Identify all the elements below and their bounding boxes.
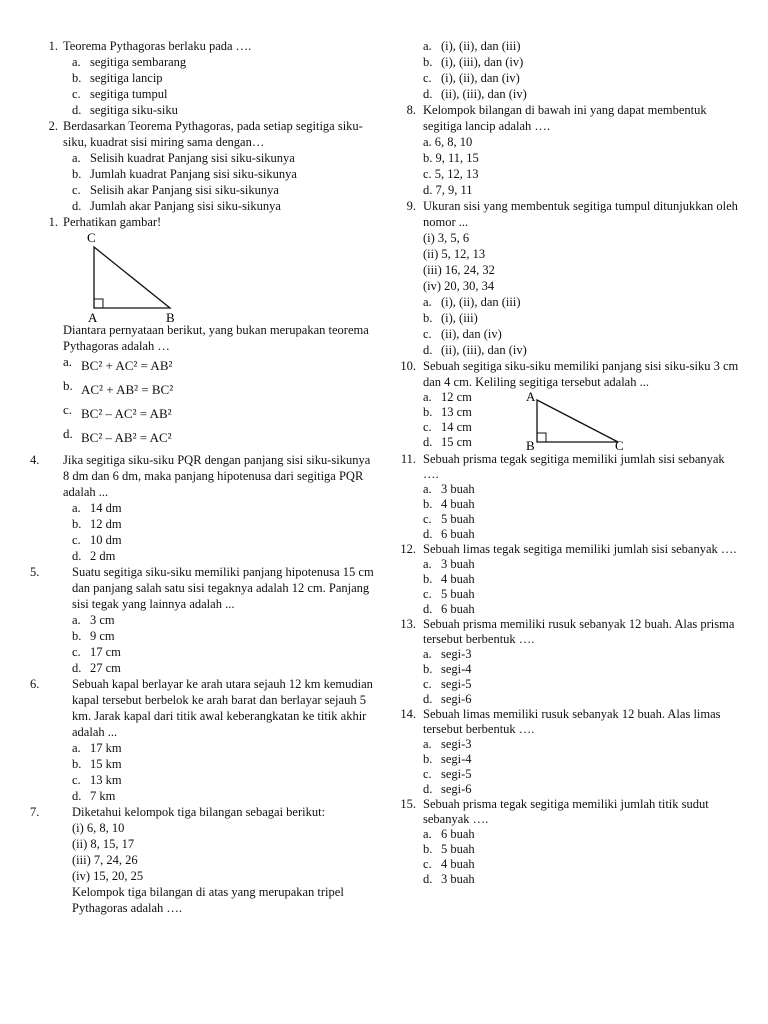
- answer-option: c. segi-5: [423, 677, 472, 691]
- answer-option: b. segitiga lancip: [72, 71, 163, 85]
- question-text: Sebuah segitiga siku-siku memiliki panjang sisi siku-siku 3 cm dan 4 cm. Keliling segitiga tersebut adalah ...: [423, 359, 739, 389]
- question-number: 1.: [48, 39, 58, 53]
- answer-option: b. 9 cm: [72, 629, 115, 643]
- number-group-item: (i) 6, 8, 10: [72, 821, 125, 835]
- answer-option: a. segi-3: [423, 737, 472, 751]
- question-number: 6.: [30, 677, 40, 691]
- question-6: [30, 676, 375, 740]
- answer-option: a. 3 buah: [423, 557, 475, 571]
- question-14: [398, 707, 743, 737]
- question-number: 7.: [30, 805, 40, 819]
- answer-options: [63, 354, 375, 450]
- answer-options: [423, 134, 743, 198]
- answer-options: [423, 294, 743, 358]
- question-text: Ukuran sisi yang membentuk segitiga tumpul ditunjukkan oleh nomor ...: [423, 199, 738, 229]
- question-text: Sebuah prisma memiliki rusuk sebanyak 12 buah. Alas prisma tersebut berbentuk ….: [423, 617, 735, 646]
- answer-option: c. 14 cm: [423, 420, 472, 434]
- answer-option: a. 6, 8, 10: [423, 135, 473, 149]
- question-text: Sebuah kapal berlayar ke arah utara sejauh 12 km kemudian kapal tersebut berbelok ke arah barat dan berlayar sejauh 5 km. Jarak kapal dari titik awal keberangkatan ke titik akhir adalah ...: [72, 677, 373, 739]
- number-group-item: (i) 3, 5, 6: [423, 231, 470, 245]
- answer-option: c. BC² – AC² = AB²: [63, 402, 172, 421]
- answer-option: c. segitiga tumpul: [72, 87, 168, 101]
- question-10: [398, 358, 743, 390]
- answer-option: d. segi-6: [423, 692, 472, 706]
- question-text: Sebuah limas tegak segitiga memiliki jumlah sisi sebanyak ….: [423, 542, 737, 556]
- question-number: 8.: [406, 103, 416, 117]
- answer-option: a. (i), (ii), dan (iii): [423, 295, 521, 309]
- answer-option: b. (i), (iii): [423, 311, 478, 325]
- question-number: 12.: [400, 542, 416, 556]
- answer-option: a. segitiga sembarang: [72, 55, 187, 69]
- answer-option: c. 4 buah: [423, 857, 475, 871]
- answer-options: [423, 557, 743, 617]
- question-9: [398, 198, 743, 230]
- answer-option: b. 4 buah: [423, 572, 475, 586]
- number-group-list: [423, 230, 743, 294]
- question-1: [30, 38, 375, 54]
- answer-option: d. 15 cm: [423, 435, 472, 449]
- answer-option: d. segitiga siku-siku: [72, 103, 178, 117]
- number-group-list: [72, 820, 375, 884]
- number-group-item: (iii) 16, 24, 32: [423, 263, 495, 277]
- answer-option: a. 3 cm: [72, 613, 115, 627]
- question-number: 10.: [400, 359, 416, 373]
- answer-option: a. segi-3: [423, 647, 472, 661]
- question-text: Diketahui kelompok tiga bilangan sebagai berikut:: [72, 805, 326, 819]
- question-text: Suatu segitiga siku-siku memiliki panjang hipotenusa 15 cm dan panjang salah satu sisi tegaknya adalah 12 cm. Panjang sisi tegak yang lainnya adalah ...: [72, 565, 374, 611]
- answer-option: c. 5, 12, 13: [423, 167, 479, 181]
- answer-option: a. Selisih kuadrat Panjang sisi siku-sikunya: [72, 151, 295, 165]
- number-group-item: (ii) 5, 12, 13: [423, 247, 486, 261]
- right-triangle-figure: [523, 390, 663, 452]
- answer-options: [72, 54, 375, 118]
- answer-option: d. Jumlah akar Panjang sisi siku-sikunya: [72, 199, 281, 213]
- question-7: [30, 804, 375, 820]
- answer-option: a. 3 buah: [423, 482, 475, 496]
- answer-option: a. 6 buah: [423, 827, 475, 841]
- answer-option: a. (i), (ii), dan (iii): [423, 39, 521, 53]
- vertex-label-b: B: [166, 310, 175, 322]
- answer-option: b. 15 km: [72, 757, 122, 771]
- vertex-label-a: A: [526, 390, 536, 404]
- answer-option: d. (ii), (iii), dan (iv): [423, 87, 527, 101]
- question-number: 15.: [400, 797, 416, 811]
- question-text-continued: Diantara pernyataan berikut, yang bukan merupakan teorema Pythagoras adalah …: [63, 323, 369, 353]
- answer-option: d. 7, 9, 11: [423, 183, 473, 197]
- answer-options: [72, 740, 375, 804]
- answer-option: c. Selisih akar Panjang sisi siku-sikunya: [72, 183, 279, 197]
- answer-option: b. segi-4: [423, 662, 472, 676]
- answer-option: d. 6 buah: [423, 602, 475, 616]
- answer-option: c. segi-5: [423, 767, 472, 781]
- question-number: 13.: [400, 617, 416, 631]
- question-3: [30, 214, 375, 230]
- answer-options: [72, 612, 375, 676]
- answer-option: d. (ii), (iii), dan (iv): [423, 343, 527, 357]
- vertex-label-a: A: [88, 310, 98, 322]
- answer-option: b. 12 dm: [72, 517, 122, 531]
- answer-option: d. 6 buah: [423, 527, 475, 541]
- answer-option: b. 13 cm: [423, 405, 472, 419]
- question-text: Kelompok bilangan di bawah ini yang dapat membentuk segitiga lancip adalah ….: [423, 103, 707, 133]
- right-column: [398, 38, 743, 887]
- answer-option: b. 5 buah: [423, 842, 475, 856]
- answer-option: d. 27 cm: [72, 661, 121, 675]
- question-4: [30, 452, 375, 500]
- answer-option: a. 17 km: [72, 741, 122, 755]
- answer-option: a. 14 dm: [72, 501, 122, 515]
- question-12: [398, 542, 743, 557]
- question-text: Jika segitiga siku-siku PQR dengan panjang sisi siku-sikunya 8 dm dan 6 dm, maka panjang hipotenusa dari segitiga PQR adalah ...: [63, 453, 371, 499]
- triangle-shape: [94, 247, 170, 308]
- question-10-body: [423, 390, 743, 452]
- answer-options: [423, 827, 743, 887]
- answer-option: c. 13 km: [72, 773, 122, 787]
- answer-option: b. 9, 11, 15: [423, 151, 479, 165]
- question-text: Sebuah prisma tegak segitiga memiliki jumlah titik sudut sebanyak ….: [423, 797, 709, 826]
- question-number: 9.: [406, 199, 416, 213]
- number-group-item: (ii) 8, 15, 17: [72, 837, 135, 851]
- answer-options: [423, 38, 743, 102]
- answer-options: [423, 390, 472, 450]
- answer-option: d. BC² – AB² = AC²: [63, 426, 172, 445]
- question-text: Berdasarkan Teorema Pythagoras, pada setiap segitiga siku-siku, kuadrat sisi miring sama dengan…: [63, 119, 363, 149]
- answer-option: c. (ii), dan (iv): [423, 327, 502, 341]
- number-group-item: (iv) 15, 20, 25: [72, 869, 144, 883]
- question-text: Teorema Pythagoras berlaku pada ….: [63, 39, 252, 53]
- number-group-item: (iii) 7, 24, 26: [72, 853, 138, 867]
- answer-option: c. 5 buah: [423, 587, 475, 601]
- question-number: 1.: [48, 215, 58, 229]
- question-number: 4.: [30, 453, 40, 467]
- question-text: Sebuah prisma tegak segitiga memiliki jumlah sisi sebanyak ….: [423, 452, 725, 481]
- answer-options: [72, 150, 375, 214]
- answer-options: [423, 482, 743, 542]
- vertex-label-b: B: [526, 438, 535, 452]
- question-text-continued: Kelompok tiga bilangan di atas yang merupakan tripel Pythagoras adalah ….: [72, 885, 344, 915]
- vertex-label-c: C: [615, 438, 624, 452]
- answer-option: c. 5 buah: [423, 512, 475, 526]
- question-number: 14.: [400, 707, 416, 721]
- answer-options: [423, 647, 743, 707]
- right-angle-mark: [94, 299, 103, 308]
- right-triangle-figure: [30, 230, 375, 322]
- answer-option: b. segi-4: [423, 752, 472, 766]
- answer-option: c. 17 cm: [72, 645, 121, 659]
- question-text: Sebuah limas memiliki rusuk sebanyak 12 buah. Alas limas tersebut berbentuk ….: [423, 707, 721, 736]
- number-group-item: (iv) 20, 30, 34: [423, 279, 495, 293]
- answer-option: b. AC² + AB² = BC²: [63, 378, 174, 397]
- question-text: Perhatikan gambar!: [63, 215, 162, 229]
- question-8: [398, 102, 743, 134]
- right-angle-mark: [537, 433, 546, 442]
- answer-option: d. segi-6: [423, 782, 472, 796]
- answer-option: c. 10 dm: [72, 533, 122, 547]
- answer-option: b. 4 buah: [423, 497, 475, 511]
- answer-option: d. 7 km: [72, 789, 116, 803]
- vertex-label-c: C: [87, 230, 96, 245]
- answer-option: b. Jumlah kuadrat Panjang sisi siku-sikunya: [72, 167, 297, 181]
- answer-options: [423, 737, 743, 797]
- answer-option: d. 3 buah: [423, 872, 475, 886]
- answer-options: [72, 500, 375, 564]
- triangle-shape: [537, 400, 618, 442]
- question-5: [30, 564, 375, 612]
- question-number: 11.: [400, 452, 416, 466]
- question-13: [398, 617, 743, 647]
- question-number: 5.: [30, 565, 40, 579]
- left-column: [30, 38, 375, 916]
- answer-option: c. (i), (ii), dan (iv): [423, 71, 520, 85]
- question-11: [398, 452, 743, 482]
- answer-option: b. (i), (iii), dan (iv): [423, 55, 524, 69]
- answer-option: a. 12 cm: [423, 390, 472, 404]
- question-2: [30, 118, 375, 150]
- answer-option: a. BC² + AC² = AB²: [63, 354, 173, 373]
- question-15: [398, 797, 743, 827]
- answer-option: d. 2 dm: [72, 549, 116, 563]
- question-number: 2.: [48, 119, 58, 133]
